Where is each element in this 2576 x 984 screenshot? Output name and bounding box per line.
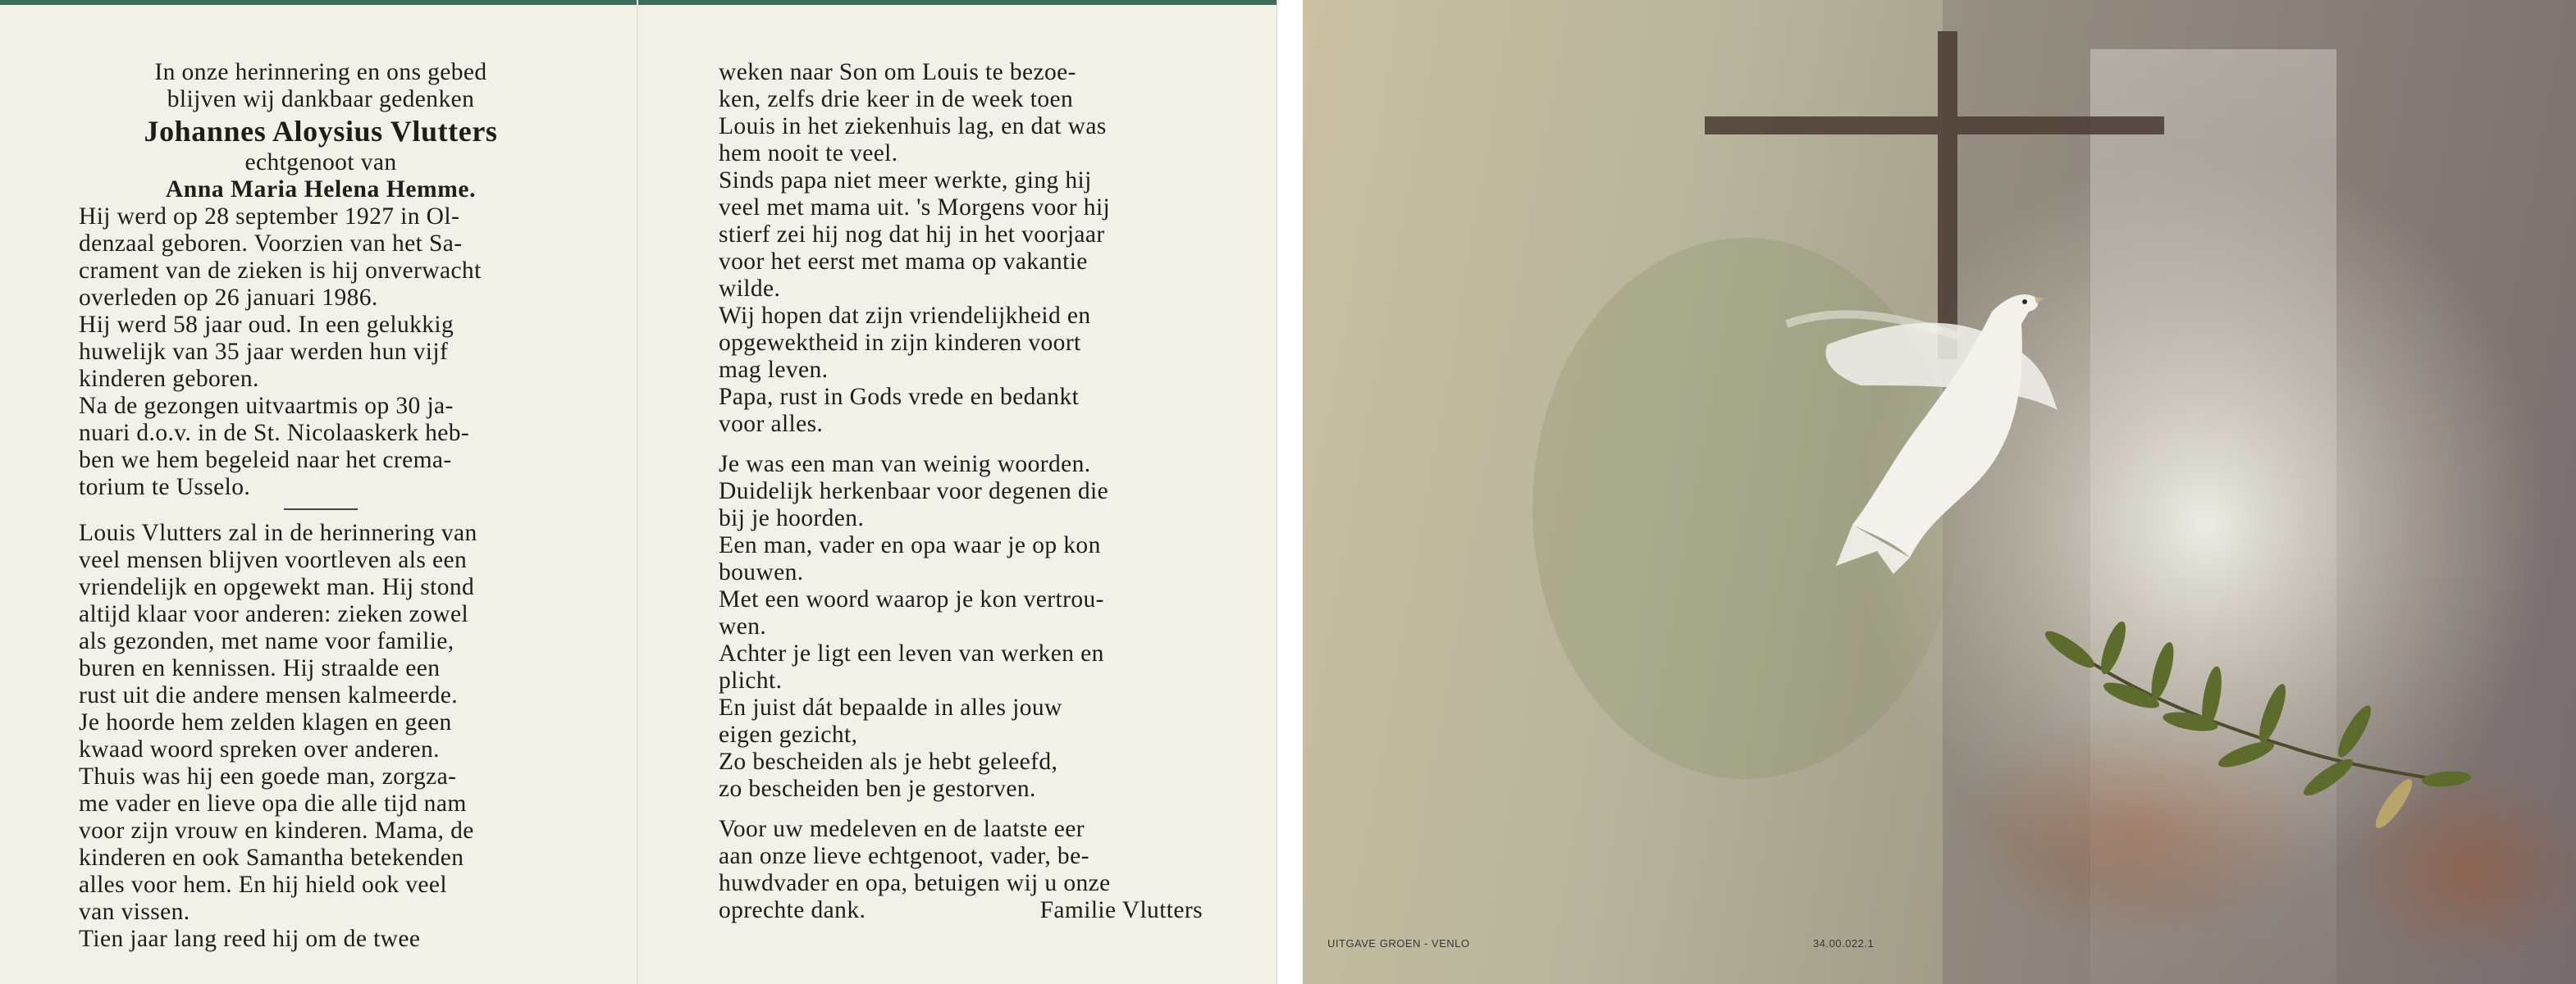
poem-line: plicht. — [719, 667, 783, 694]
text-line: van vissen. — [79, 899, 190, 925]
spacer — [719, 803, 1203, 816]
text-line: voor het eerst met mama op vakantie — [719, 248, 1088, 275]
text-line: voor alles. — [719, 411, 824, 437]
light-glow — [1861, 148, 2550, 902]
poem — [719, 451, 1203, 803]
poem-line: Met een woord waarop je kon vertrou- — [719, 586, 1104, 613]
visits-paragraph — [719, 59, 1203, 438]
text-line: nuari d.o.v. in de St. Nicolaaskerk heb- — [79, 420, 470, 446]
card-fold — [637, 0, 638, 984]
text-line: kinderen geboren. — [79, 366, 259, 392]
text-line: torium te Usselo. — [79, 474, 251, 500]
text-line: mag leven. — [719, 357, 829, 383]
thanks-paragraph — [719, 816, 1203, 924]
intro-line: In onze herinnering en ons gebed — [154, 59, 487, 85]
text-line: voor zijn vrouw en kinderen. Mama, de — [79, 818, 474, 844]
text-line: Tien jaar lang reed hij om de twee — [79, 926, 421, 952]
character-paragraph — [79, 520, 563, 953]
text-line: Wij hopen dat zijn vriendelijkheid en — [719, 303, 1091, 329]
text-line: vriendelijk en opgewekt man. Hij stond — [79, 574, 475, 600]
poem-line: Een man, vader en opa waar je op kon — [719, 532, 1101, 558]
memorial-card-text — [0, 0, 1277, 984]
deceased-name: Johannes Aloysius Vlutters — [144, 115, 498, 148]
text-line: denzaal geboren. Voorzien van het Sa- — [79, 230, 463, 257]
text-line: veel mensen blijven voortleven als een — [79, 547, 468, 573]
text-line: Voor uw medeleven en de laatste eer — [719, 816, 1085, 842]
text-line: Thuis was hij een goede man, zorgza- — [79, 763, 457, 790]
poem-line: Achter je ligt een leven van werken en — [719, 640, 1104, 667]
family-signature: Familie Vlutters — [1039, 897, 1203, 923]
text-line: ben we hem begeleid naar het crema- — [79, 447, 452, 473]
poem-line: eigen gezicht, — [719, 722, 858, 748]
text-line: me vader en lieve opa die alle tijd nam — [79, 790, 467, 817]
text-line: Louis Vlutters zal in de herinnering van — [79, 520, 477, 546]
text-line: Hij werd 58 jaar oud. In een gelukkig — [79, 312, 454, 338]
text-line: rust uit die andere mensen kalmeerde. — [79, 682, 459, 708]
memorial-card-picture — [1303, 0, 2576, 984]
spacer — [719, 438, 1203, 451]
poem-line: wen. — [719, 613, 767, 640]
text-line: Je hoorde hem zelden klagen en geen — [79, 709, 452, 736]
text-line: opgewektheid in zijn kinderen voort — [719, 330, 1081, 356]
card-code: 34.00.022.1 — [1813, 937, 1875, 950]
poem-line: Duidelijk herkenbaar voor degenen die — [719, 478, 1109, 504]
text-line: aan onze lieve echtgenoot, vader, be- — [719, 843, 1089, 869]
section-divider — [284, 508, 358, 510]
poem-line: bij je hoorden. — [719, 505, 865, 531]
poem-line: bouwen. — [719, 559, 804, 585]
publisher-imprint: UITGAVE GROEN - VENLO — [1327, 937, 1470, 950]
intro-line: blijven wij dankbaar gedenken — [167, 86, 475, 112]
text-line: Na de gezongen uitvaartmis op 30 ja- — [79, 393, 454, 419]
text-line: altijd klaar voor anderen: zieken zowel — [79, 601, 469, 627]
left-page — [79, 59, 563, 953]
painting — [1303, 0, 2576, 984]
text-line: hem nooit te veel. — [719, 140, 898, 166]
text-line: stierf zei hij nog dat hij in het voorjaar — [719, 221, 1105, 248]
text-line: kinderen en ook Samantha betekenden — [79, 845, 464, 871]
spouse-name: Anna Maria Helena Hemme. — [165, 176, 477, 203]
text-line: als gezonden, met name voor familie, — [79, 628, 454, 654]
text-line: crament van de zieken is hij onverwacht — [79, 257, 482, 284]
text-line: ken, zelfs drie keer in de week toen — [719, 86, 1074, 112]
text-line: Hij werd op 28 september 1927 in Ol- — [79, 203, 460, 230]
text-line: overleden op 26 januari 1986. — [79, 285, 378, 311]
text-line: wilde. — [719, 276, 781, 302]
text-line: kwaad woord spreken over anderen. — [79, 736, 440, 763]
text-line: veel met mama uit. 's Morgens voor hij — [719, 194, 1111, 221]
text-line: Sinds papa niet meer werkte, ging hij — [719, 167, 1092, 194]
thanks-closing: oprechte dank. — [719, 897, 866, 923]
text-line: buren en kennissen. Hij straalde een — [79, 655, 441, 681]
biography-paragraph — [79, 203, 563, 501]
signoff-line — [719, 897, 1203, 924]
text-line: huwdvader en opa, betuigen wij u onze — [719, 870, 1111, 896]
poem-line: Zo bescheiden als je hebt geleefd, — [719, 749, 1058, 775]
poem-line: zo bescheiden ben je gestorven. — [719, 776, 1036, 802]
text-line: Louis in het ziekenhuis lag, en dat was — [719, 113, 1107, 139]
text-line: weken naar Son om Louis te bezoe- — [719, 59, 1076, 85]
text-line: alles voor hem. En hij hield ook veel — [79, 872, 448, 898]
poem-line: En juist dát bepaalde in alles jouw — [719, 695, 1062, 721]
right-page — [719, 59, 1203, 924]
text-line: huwelijk van 35 jaar werden hun vijf — [79, 339, 449, 365]
spouse-of-label: echtgenoot van — [244, 149, 397, 175]
text-line: Papa, rust in Gods vrede en bedankt — [719, 384, 1080, 410]
poem-line: Je was een man van weinig woorden. — [719, 451, 1091, 477]
